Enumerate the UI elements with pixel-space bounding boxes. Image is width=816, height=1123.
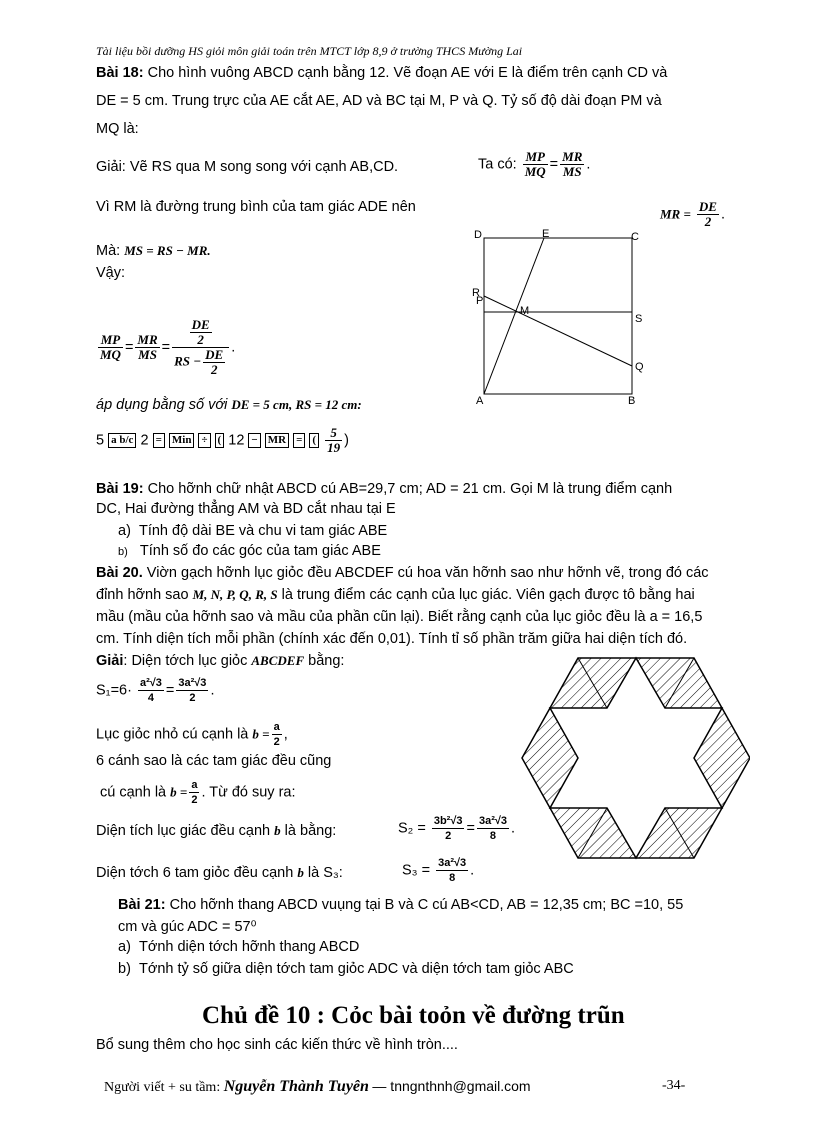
page-number: -34- xyxy=(662,1078,686,1093)
answer-close: ) xyxy=(344,432,349,449)
den: MQ xyxy=(524,164,546,179)
b18-solution-line1 xyxy=(96,158,398,176)
key-equals-2: = xyxy=(293,433,305,448)
num: 3b²√3 xyxy=(433,815,463,827)
s3-formula: S₃ = $\frac{\text{3a²√3}}{8}$ . xyxy=(402,857,475,884)
b20-line1 xyxy=(96,564,709,582)
s2-label: S₂ = xyxy=(398,820,426,837)
b19-a-text: Tính độ dài BE và chu vi tam giác ABE xyxy=(138,523,388,539)
num: 3a²√3 xyxy=(178,677,207,689)
num: a xyxy=(191,779,198,791)
label-p: P xyxy=(476,295,484,307)
ms-eq: MS = RS − MR. xyxy=(124,243,211,258)
footer-email: — tnngnthnh@gmail.com xyxy=(372,1078,531,1094)
key-12: 12 xyxy=(228,432,245,449)
label-d: D xyxy=(474,229,482,241)
hexagon-star-figure xyxy=(520,640,750,880)
square-abcd xyxy=(484,238,632,394)
dt-hexagon-line xyxy=(96,822,336,840)
dt2-text: Diện tớch 6 tam giỏc đều cạnh xyxy=(96,865,294,881)
key-paren: ( xyxy=(309,433,319,448)
label-a: A xyxy=(476,395,484,406)
frac-de-2b xyxy=(190,318,212,347)
b19-line1 xyxy=(96,480,672,498)
num: MR xyxy=(137,332,158,347)
label-q: Q xyxy=(635,361,644,373)
s3-suffix: là S₃: xyxy=(307,865,343,881)
solution-label-2: Giải xyxy=(96,653,124,669)
b21-title: Bài 21: xyxy=(118,897,166,913)
small-text: Lục giỏc nhỏ cú cạnh là xyxy=(96,726,249,743)
ma-label: Mà: xyxy=(96,243,121,259)
hexagon-name: ABCDEF xyxy=(251,653,305,668)
rs-minus: RS − xyxy=(174,353,202,369)
key-5: 5 xyxy=(96,432,105,449)
b18-title: Bài 18: xyxy=(96,65,144,81)
footer-prefix: Người viết + su tầm: xyxy=(104,1080,221,1095)
segment-pq xyxy=(484,296,632,366)
footer-author: Nguyễn Thành Tuyên xyxy=(223,1078,369,1095)
b21-item-a xyxy=(118,938,359,956)
num: MP xyxy=(98,333,123,348)
dt1b-text: là xyxy=(284,823,296,839)
b18-apdung xyxy=(96,396,362,414)
b20-line2 xyxy=(96,586,695,604)
num: 3a²√3 xyxy=(478,815,508,827)
b19-item-b xyxy=(118,542,381,561)
b21-b-text: Tớnh tỷ số giữa diện tớch tam giỏc ADC và diện tớch tam giỏc ABC xyxy=(138,961,574,977)
den: MQ xyxy=(100,347,121,362)
frac-mp-mq xyxy=(523,150,548,179)
key-mr: MR xyxy=(265,433,289,448)
den: 2 xyxy=(273,736,280,748)
topic-title: Chủ đề 10 : Cỏc bài toỏn về đường trũn xyxy=(202,1002,625,1029)
key-minus: − xyxy=(248,433,260,448)
b19-text1: Cho hỡnh chữ nhật ABCD cú AB=29,7 cm; AD = 21 cm. Gọi M là trung điểm cạnh xyxy=(147,481,673,497)
b20-solution-line xyxy=(96,652,344,670)
num: 5 xyxy=(325,426,342,441)
segment-ae xyxy=(484,238,544,394)
b21-item-b xyxy=(118,960,574,978)
solution-text: : Vẽ RS qua M song song với cạnh AB,CD. xyxy=(121,159,399,175)
taco-label: Ta có: xyxy=(478,156,517,173)
b18-big-formula: $\frac{MP}{MQ}$ = $\frac{MR}{MS}$ = $\frac{DE}{2}$ RS − $\frac{DE}{2}$ . xyxy=(100,317,236,377)
den: 2 xyxy=(445,830,452,842)
frac-s1b xyxy=(176,676,208,705)
num: a xyxy=(273,721,280,733)
solution-label: Giải xyxy=(96,159,122,175)
small-hexagon-line: Lục giỏc nhỏ cú cạnh là b = $\frac{a}{2}$ , xyxy=(96,721,288,748)
num: MP xyxy=(523,150,548,165)
label-c: C xyxy=(631,231,639,243)
frac-mr-ms-2 xyxy=(135,333,159,362)
b20-letters: M, N, P, Q, R, S xyxy=(192,587,278,602)
topic-subtitle: Bổ sung thêm cho học sinh các kiến thức về hình tròn.... xyxy=(96,1037,458,1053)
b-eq: b = xyxy=(252,726,270,742)
cu-canh-line: cú cạnh là b = $\frac{a}{2}$ . Từ đó suy ra: xyxy=(100,779,296,806)
den: MS xyxy=(562,164,582,179)
den: 8 xyxy=(489,830,497,842)
num: DE xyxy=(191,317,210,332)
frac-de-2c xyxy=(203,348,225,377)
b18-line1 xyxy=(96,64,667,82)
b21-a-marker: a) xyxy=(118,939,131,955)
label-e: E xyxy=(542,228,550,240)
b18-line3: MQ là: xyxy=(96,121,139,137)
b19-title: Bài 19: xyxy=(96,481,144,497)
b21-line1 xyxy=(118,896,683,914)
num: a²√3 xyxy=(139,677,162,689)
s1-label: S₁=6· xyxy=(96,682,132,699)
b20-line3: mầu (mầu của hỡnh sao và mầu của phần cũn lại). Biết rằng cạnh của lục giỏc đều là a = 16,5 xyxy=(96,609,703,625)
key-min: Min xyxy=(169,433,195,448)
b20-line4: cm. Tính diện tích mỗi phần (chính xác đến 0,01). Tính tỉ số phần trăm giữa hai diện tích đó. xyxy=(96,631,688,647)
b21-b-marker: b) xyxy=(118,961,131,977)
apdung-text: áp dụng bằng số với xyxy=(96,397,228,413)
b18-ma-line xyxy=(96,242,211,260)
key-2: 2 xyxy=(140,432,149,449)
frac-s2b xyxy=(477,814,509,843)
mr-eq: MR = xyxy=(660,206,691,222)
key-divide: ÷ xyxy=(198,433,210,448)
label-s: S xyxy=(635,313,643,325)
b18-line2: DE = 5 cm. Trung trực của AE cắt AE, AD và BC tại M, P và Q. Tỷ số độ dài đoạn PM và xyxy=(96,93,662,109)
frac-s1a xyxy=(138,676,164,705)
apdung-values: DE = 5 cm, RS = 12 cm: xyxy=(231,397,362,412)
den: 2 xyxy=(189,692,196,704)
footer xyxy=(104,1078,531,1096)
num: DE xyxy=(205,347,224,362)
b20-title: Bài 20. xyxy=(96,565,143,581)
den: 4 xyxy=(147,692,154,704)
answer-fraction xyxy=(325,426,342,455)
b18-vay: Vậy: xyxy=(96,265,126,281)
frac-a-2b xyxy=(189,778,199,807)
square-figure xyxy=(468,226,658,406)
frac-de-2 xyxy=(697,200,719,229)
s3-label: S₃ = xyxy=(402,862,431,879)
six-triangles-line: 6 cánh sao là các tam giác đều cũng xyxy=(96,753,332,769)
dt-triangles-line xyxy=(96,864,343,882)
s2-suffix: bằng: xyxy=(300,823,337,839)
compound-den xyxy=(172,348,229,377)
b19-b-text: Tính số đo các góc của tam giác ABE xyxy=(139,543,381,559)
den: MS xyxy=(138,347,157,362)
den: 2 xyxy=(191,794,198,806)
b21-a-text: Tớnh diện tớch hỡnh thang ABCD xyxy=(138,939,360,955)
cu-text: cú cạnh là xyxy=(100,784,167,801)
den: 2 xyxy=(704,214,712,229)
b19-a-marker: a) xyxy=(118,523,131,539)
suyra-text: Từ đó suy ra: xyxy=(209,784,296,801)
frac-s2a xyxy=(432,814,465,843)
b21-line2: cm và gúc ADC = 57⁰ xyxy=(118,919,257,935)
b-eq-2: b = xyxy=(170,784,188,800)
b20-text1: Viờn gạch hỡnh lục giỏc đều ABCDEF cú hoa văn hỡnh sao như hỡnh vẽ, trong đó các xyxy=(146,565,709,581)
num: 3a²√3 xyxy=(438,857,467,869)
key-abc: a b/c xyxy=(108,433,136,448)
b-var-2: b xyxy=(297,865,304,880)
frac-a-2 xyxy=(272,720,282,749)
den: 19 xyxy=(327,440,341,455)
b20-text2b: là trung điểm các cạnh của lục giác. Viên gạch được tô bằng hai xyxy=(281,587,695,603)
label-r: R xyxy=(472,287,480,299)
compound-num xyxy=(172,318,229,348)
b19-item-a xyxy=(118,522,387,540)
b19-line2: DC, Hai đường thẳng AM và BD cắt nhau tại E xyxy=(96,501,396,517)
key-equals: = xyxy=(153,433,165,448)
b-var: b xyxy=(274,823,281,838)
den: 8 xyxy=(449,872,456,884)
num: DE xyxy=(698,199,717,214)
b20-g1: : Diện tớch lục giỏc xyxy=(123,653,248,669)
key-open-paren: ( xyxy=(215,433,225,448)
den: 2 xyxy=(210,362,218,377)
num: MR xyxy=(562,149,583,164)
b20-text2a: đỉnh hỡnh sao xyxy=(96,587,189,603)
b18-text1: Cho hình vuông ABCD cạnh bằng 12. Vẽ đoạn AE với E là điểm trên cạnh CD và xyxy=(147,65,668,81)
b18-vi-line: Vì RM là đường trung bình của tam giác ADE nên xyxy=(96,199,416,215)
frac-s3 xyxy=(436,856,468,885)
b20-g1-end: bằng: xyxy=(308,653,345,669)
frac-mp-mq-2 xyxy=(98,333,123,362)
label-m: M xyxy=(520,305,530,317)
b21-text1: Cho hỡnh thang ABCD vuụng tại B và C cú AB<CD, AB = 12,35 cm; BC =10, 55 xyxy=(169,897,684,913)
den: 2 xyxy=(197,332,204,347)
calc-keystrokes xyxy=(96,426,349,455)
mr-formula: MR = $\frac{DE}{2}$ . xyxy=(660,199,726,229)
b18-taco: Ta có: $\frac{MP}{MQ}$ = $\frac{MR}{MS}$ . xyxy=(478,149,591,179)
s1-formula: S₁=6· $\frac{\text{a²√3}}{4}$ = $\frac{\text{3a²√3}}{2}$ . xyxy=(96,677,215,704)
b19-b-marker: b) xyxy=(118,546,128,558)
dt1-text: Diện tích lục giác đều cạnh xyxy=(96,823,271,839)
label-b: B xyxy=(628,395,636,406)
frac-compound xyxy=(172,318,229,377)
page-header: Tài liệu bồi dưỡng HS giỏi môn giải toán trên MTCT lớp 8,9 ở trường THCS Mường Lai xyxy=(96,44,523,58)
frac-mr-ms xyxy=(560,150,584,179)
s2-formula: S₂ = $\frac{\text{3b²√3}}{2}$ = $\frac{\text{3a²√3}}{8}$ . xyxy=(398,815,516,842)
